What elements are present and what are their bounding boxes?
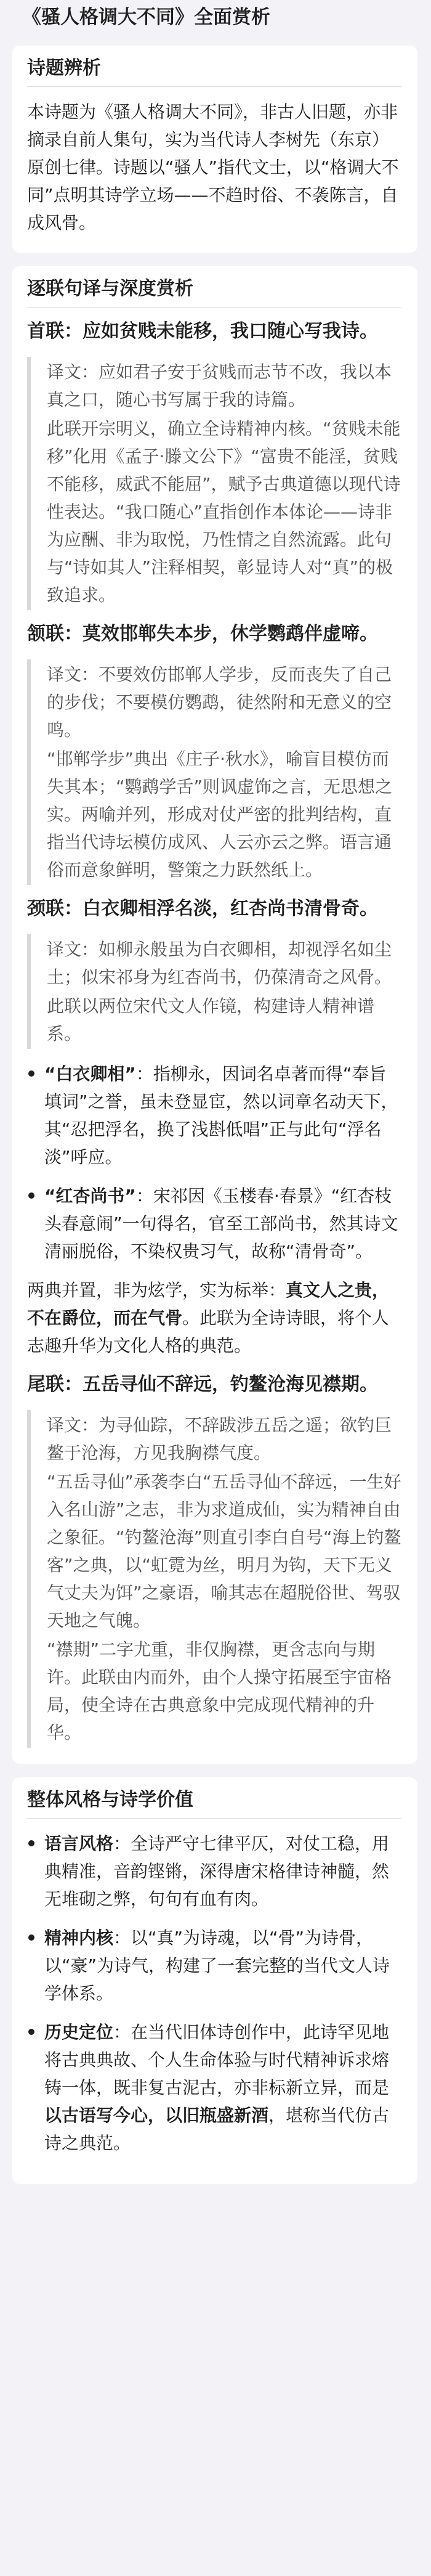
blockquote [27, 659, 401, 885]
item-emphasis: 以古语写今心，以旧瓶盛新酒 [44, 2105, 269, 2126]
item-label: 精神内核 [44, 1928, 114, 1948]
section-heading: 整体风格与诗学价值 [27, 1789, 193, 1811]
list-item [27, 1830, 401, 1913]
commentary: 此联开宗明义，确立全诗精神内核。“贫贱未能移”化用《孟子·滕文公下》“富贵不能淫，贫贱不能移，威武不能屈”，赋予古典道德以现代诗性表达。“我口随心”直指创作本体论——诗非为应酬、非为取悦，乃性情之自然流露。此句与“诗如其人”注释相契，彰显诗人对“真”的极致追求。 [47, 418, 401, 605]
divider [27, 86, 401, 87]
item-text: ：以“真”为诗魂，以“骨”为诗骨，以“豪”为诗气，构建了一套完整的当代文人诗学体系。 [44, 1928, 390, 2003]
summary-emphasis: 真文人之贵，不在爵位，而在气骨 [27, 1280, 390, 1328]
translation: 译文：不要效仿邯郸人学步，反而丧失了自己的步伐；不要模仿鹦鹉，徒然附和无意义的空鸣。 [47, 664, 392, 740]
allusion-term: “红杏尚书” [44, 1186, 136, 1206]
divider [27, 307, 401, 308]
commentary: “邯郸学步”典出《庄子·秋水》，喻盲目模仿而失其本；“鹦鹉学舌”则讽虚饰之言，无思想之实。两喻并列，形成对仗严密的批判结构，直指当代诗坛模仿成风、人云亦云之弊。语言通俗而意象鲜明，警策之力跃然纸上。 [47, 749, 393, 880]
value-list [27, 1830, 401, 2157]
commentary: “襟期”二字尤重，非仅胸襟，更含志向与期许。此联由内而外，由个人操守拓展至宇宙格局，使全诗在古典意象中完成现代精神的升华。 [47, 1639, 392, 1743]
couplet-heading: 颔联：莫效邯郸失本步，休学鹦鹉伴虚啼。 [27, 623, 378, 645]
couplet-heading: 颈联：白衣卿相浮名淡，红杏尚书清骨奇。 [27, 898, 378, 919]
overall-style-card [12, 1777, 417, 2184]
list-item [27, 1060, 401, 1171]
blockquote [27, 1410, 401, 1748]
couplet-heading: 尾联：五岳寻仙不辞远，钓鳌沧海见襟期。 [27, 1374, 378, 1395]
list-item [27, 2018, 401, 2157]
poem-title-analysis-card [12, 46, 417, 253]
allusion-text: ：指柳永，因词名卓著而得“奉旨填词”之誉，虽未登显宦，然以词章名动天下，其“忍把浮名，换了浅斟低唱”正与此句“浮名淡”呼应。 [44, 1064, 398, 1167]
item-label: 语言风格 [44, 1833, 114, 1854]
item-text: ：在当代旧体诗创作中，此诗罕见地将古典典故、个人生命体验与时代精神诉求熔铸一体，既非复古泥古，亦非标新立异，而是 [44, 2022, 390, 2098]
translation: 译文：如柳永般虽为白衣卿相，却视浮名如尘土；似宋祁身为红杏尚书，仍葆清奇之风骨。 [47, 939, 392, 987]
summary-paragraph [27, 1276, 401, 1359]
list-item [27, 1924, 401, 2007]
item-text: ：全诗严守七律平仄，对仗工稳，用典精准，音韵铿锵，深得唐宋格律诗神髓，然无堆砌之弊，句句有血有肉。 [44, 1833, 390, 1909]
blockquote [27, 934, 401, 1049]
page-title: 《骚人格调大不同》全面赏析 [22, 6, 270, 28]
section-heading: 逐联句译与深度赏析 [27, 278, 193, 300]
item-label: 历史定位 [44, 2022, 114, 2042]
item-text: ，堪称当代仿古诗之典范。 [44, 2105, 390, 2153]
divider [27, 1818, 401, 1819]
translation: 译文：为寻仙踪，不辞跋涉五岳之遥；欲钓巨鳌于沧海，方见我胸襟气度。 [47, 1415, 392, 1463]
couplet-heading: 首联：应如贫贱未能移，我口随心写我诗。 [27, 320, 378, 342]
blockquote [27, 357, 401, 610]
section-heading: 诗题辨析 [27, 57, 101, 79]
summary-text: 两典并置，非为炫学，实为标举： [27, 1280, 286, 1300]
commentary: 此联以两位宋代文人作镜，构建诗人精神谱系。 [47, 996, 375, 1044]
couplet-analysis-card [12, 266, 417, 1764]
summary-text: 。此联为全诗诗眼，将个人志趣升华为文化人格的典范。 [27, 1308, 390, 1356]
list-item [27, 1182, 401, 1265]
allusion-term: “白衣卿相” [44, 1064, 136, 1084]
translation: 译文：应如君子安于贫贱而志节不改，我以本真之口，随心书写属于我的诗篇。 [47, 362, 392, 410]
allusion-list [27, 1060, 401, 1265]
paragraph: 本诗题为《骚人格调大不同》，非古人旧题，亦非摘录自前人集句，实为当代诗人李树先（东京）原创七律。诗题以“骚人”指代文士，以“格调大不同”点明其诗学立场——不趋时俗、不袭陈言，自成风骨。 [27, 102, 399, 233]
commentary: “五岳寻仙”承袭李白“五岳寻仙不辞远，一生好入名山游”之志，非为求道成仙，实为精神自由之象征。“钓鳌沧海”则直引李白自号“海上钓鳌客”之典，以“虹霓为丝，明月为钩，天下无义气丈夫为饵”之豪语，喻其志在超脱俗世、驾驭天地之气魄。 [47, 1472, 401, 1631]
allusion-text: ：宋祁因《玉楼春·春景》“红杏枝头春意闹”一句得名，官至工部尚书，然其诗文清丽脱俗，不染权贵习气，故称“清骨奇”。 [44, 1186, 398, 1262]
